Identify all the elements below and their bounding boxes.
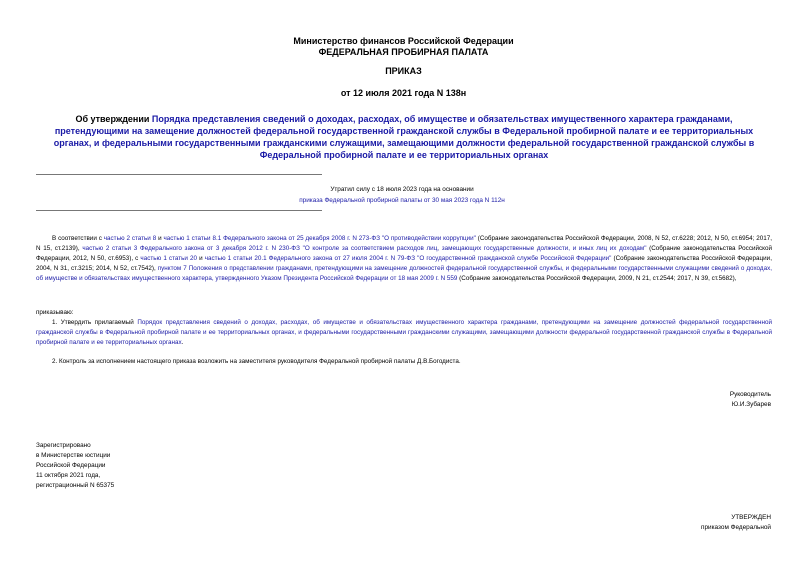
basis-link-6[interactable]: пунктом 7 Положения о представлении гражданами, претендующими на замещение должностей федеральной государственной службы, и федеральными государственными служащими сведений о доходах, об имуществе и обязательствах имущественного характера, утвержденного Указом Президента Российской Федерации от 18 мая 2009 г. N 559 [36, 265, 772, 282]
item-1-link[interactable]: Порядок представления сведений о доходах, расходах, об имуществе и обязательствах имущественного характера гражданами, претендующими на замещение должностей федеральной государственной гражданской службы в Федеральной пробирной палате и ее территориальных органах, и федеральными государственными гражданскими служащими, замещающими должности федеральной государственной гражданской службы в Федеральной пробирной палате и ее территориальных органах [36, 319, 773, 346]
basis-text-5: и [197, 255, 205, 262]
basis-link-2[interactable]: частью 1 статьи 8.1 Федерального закона от 25 декабря 2008 г. N 273-ФЗ "О противодействии коррупции" [163, 235, 476, 242]
basis-text-1: В соответствии с [52, 235, 104, 242]
basis-paragraph [36, 234, 772, 284]
registration-line: 11 октября 2021 года, [36, 472, 101, 479]
basis-text-4: (Собрание законодательства Российской Федерации, 2012, N 50, ст.6953), с [36, 245, 773, 262]
registration-line: в Министерстве юстиции [36, 452, 111, 459]
divider-bottom [36, 210, 322, 211]
signature-block [730, 390, 771, 410]
title-link[interactable]: Порядка представления сведений о доходах, расходах, об имуществе и обязательствах имущественного характера гражданами, претендующими на замещение должностей федеральной государственной гражданской службы в Федеральной пробирной палате и ее территориальных органах, и федеральными государственными гражданскими служащими, замещающими должности федеральной государственной гражданской службы в Федеральной пробирной палате и ее территориальных органах [53, 114, 755, 160]
approved-by: приказом Федеральной [701, 524, 771, 531]
doc-title [48, 113, 760, 161]
divider-top [36, 174, 322, 175]
basis-text-3: (Собрание законодательства Российской Федерации, 2008, N 52, ст.6228; 2012, N 50, ст.6954; 2017, N 15, ст.2139), [36, 235, 772, 252]
basis-text-2: и [156, 235, 164, 242]
order-word: приказываю: [36, 309, 74, 316]
signature-position: Руководитель [729, 391, 771, 398]
header-block [0, 36, 807, 58]
registration-line: Российской Федерации [36, 462, 106, 469]
ministry-name: Министерство финансов Российской Федерации [293, 36, 514, 46]
lost-force-link[interactable]: приказа Федеральной пробирной палаты от 30 мая 2023 года N 112н [299, 197, 505, 204]
item-2: 2. Контроль за исполнением настоящего приказа возложить на заместителя руководителя Федеральной пробирной палаты Д.В.Богодиста. [52, 358, 461, 365]
basis-link-5[interactable]: частью 1 статьи 20.1 Федерального закона от 27 июля 2004 г. N 79-ФЗ "О государственной гражданской службе Российской Федерации" [204, 255, 612, 262]
basis-link-1[interactable]: частью 2 статьи 8 [103, 235, 157, 242]
registration-line: Зарегистрировано [36, 442, 91, 449]
item-1 [36, 318, 772, 348]
item-1-end: . [181, 339, 184, 346]
lost-force-note [222, 184, 582, 206]
registration-block [36, 441, 114, 491]
doc-type: ПРИКАЗ [385, 66, 422, 76]
signature-name: Ю.И.Зубарев [731, 401, 771, 408]
basis-text-6: (Собрание законодательства Российской Федерации, 2004, N 31, ст.3215; 2014, N 52, ст.7542), [36, 255, 772, 272]
basis-link-4[interactable]: частью 1 статьи 20 [140, 255, 198, 262]
doc-date-number: от 12 июля 2021 года N 138н [340, 88, 467, 98]
chamber-name: ФЕДЕРАЛЬНАЯ ПРОБИРНАЯ ПАЛАТА [318, 47, 489, 57]
item-1-text: 1. Утвердить прилагаемый [52, 319, 138, 326]
approved-title: УТВЕРЖДЕН [731, 514, 771, 521]
basis-link-3[interactable]: частью 2 статьи 3 Федерального закона от 3 декабря 2012 г. N 230-ФЗ "О контроле за соответствием расходов лиц, замещающих государственные должности, и иных лиц их доходам" [82, 245, 647, 252]
approved-block [701, 513, 771, 533]
lost-force-text: Утратил силу с 18 июля 2023 года на основании [330, 186, 474, 193]
basis-text-7: (Собрание законодательства Российской Федерации, 2009, N 21, ст.2544; 2017, N 39, ст.5682), [457, 275, 737, 282]
title-prefix: Об утверждении [75, 114, 152, 124]
registration-line: регистрационный N 65375 [36, 482, 115, 489]
